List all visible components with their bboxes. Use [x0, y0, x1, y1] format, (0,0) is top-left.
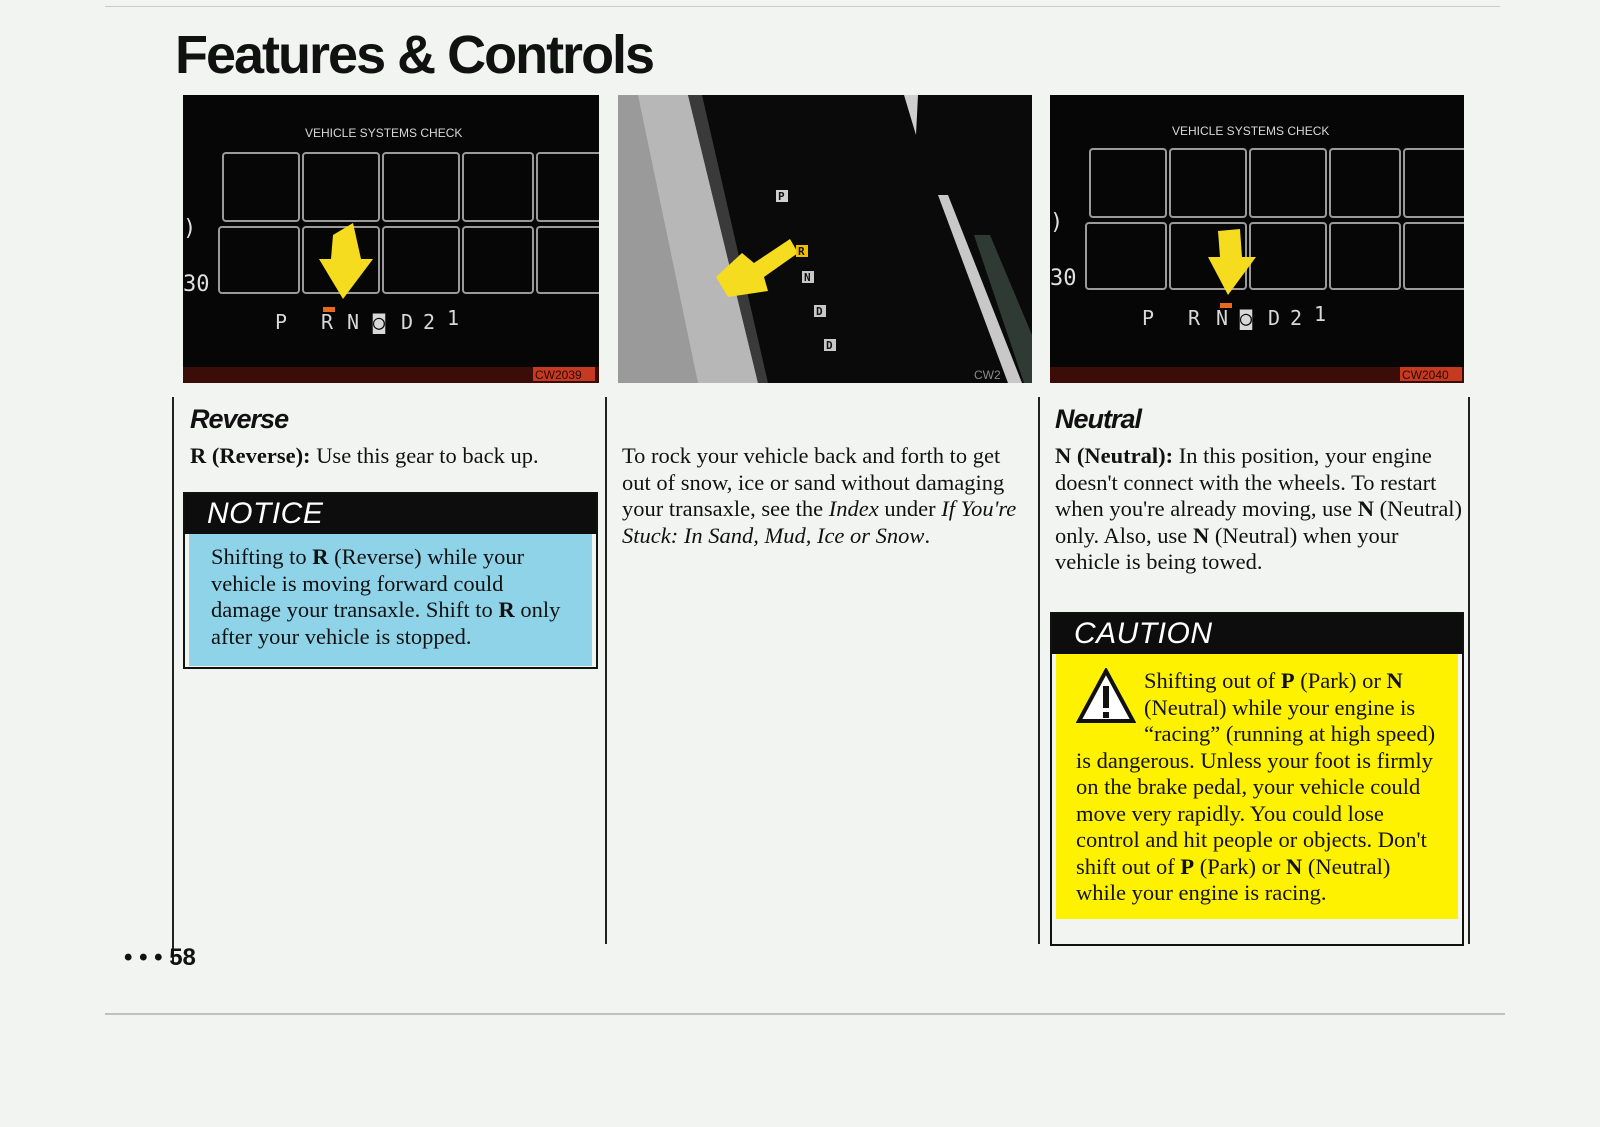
dash-header-label: VEHICLE SYSTEMS CHECK — [305, 126, 463, 140]
page-title: Features & Controls — [175, 25, 654, 85]
photo-code: CW2040 — [1402, 368, 1449, 382]
column-rule-middle — [605, 397, 607, 944]
gear-label: 1 — [447, 306, 460, 330]
neutral-paragraph: N (Neutral): In this position, your engine doesn't connect with the wheels. To restart when you're already moving, use N (Neutral) only. Also, use N (Neutral) when your vehicle is being towed. — [1055, 443, 1463, 574]
caution-text: Shifting out of P (Park) or N (Neutral) while your engine is “racing” (running at high speed) is dangerous. Unless your foot is firmly on the brake pedal, your vehicle could move very rapidly. You could lose control and hit people or objects. Don't shift out of P (Park) or N (Neutral) while your engine is racing. — [1056, 654, 1458, 919]
notice-label: NOTICE — [185, 494, 596, 534]
gear-label: 1 — [1314, 302, 1327, 326]
gear-label: N — [1216, 306, 1229, 330]
page-edge-bottom — [105, 1013, 1505, 1015]
section-heading-neutral: Neutral — [1055, 404, 1142, 434]
caution-box — [1050, 612, 1464, 946]
dash-side-top: ) — [1050, 210, 1064, 235]
page-edge-top — [105, 6, 1500, 7]
reverse-text: Use this gear to back up. — [316, 443, 539, 468]
gear-label: 2 — [1290, 306, 1303, 330]
middle-paragraph: To rock your vehicle back and forth to get out of snow, ice or sand without damaging your transaxle, see the Index under If You're Stuck: In Sand, Mud, Ice or Snow. — [622, 443, 1017, 548]
reverse-paragraph — [190, 443, 600, 470]
warning-triangle-icon — [1076, 668, 1136, 731]
gear-label: D — [1268, 306, 1281, 330]
notice-box — [183, 492, 598, 669]
gear-label: R — [321, 310, 334, 334]
shift-mark: D — [816, 305, 823, 318]
column-rule-right-b — [1468, 397, 1470, 944]
photo-dash-neutral — [1050, 95, 1464, 383]
index-reference: Index — [828, 496, 879, 521]
caution-label: CAUTION — [1052, 614, 1462, 654]
photo-dash-reverse — [183, 95, 599, 383]
column-rule-left — [172, 397, 174, 962]
dash-side-bottom: 30 — [1050, 266, 1077, 291]
photo-code: CW2039 — [535, 368, 582, 382]
dash-header-label: VEHICLE SYSTEMS CHECK — [1172, 124, 1330, 138]
notice-text: Shifting to R (Reverse) while your vehicle is moving forward could damage your transaxle. Shift to R only after your vehicle is stopped. — [189, 534, 592, 666]
shift-mark: D — [826, 339, 833, 352]
shift-mark: P — [778, 190, 785, 203]
stuck-reference: If You're Stuck: In Sand, Mud, Ice or Snow — [622, 496, 1017, 548]
gear-label: D — [401, 310, 414, 334]
gear-label: R — [1188, 306, 1201, 330]
gear-label: N — [347, 310, 360, 334]
column-rule-right-a — [1038, 397, 1040, 944]
page-number: • • • 58 — [124, 944, 196, 971]
dash-side-top: ) — [183, 216, 197, 241]
gear-label: ◙ — [373, 310, 386, 334]
gear-label: 2 — [423, 310, 436, 334]
dash-side-bottom: 30 — [183, 272, 210, 297]
neutral-term: N (Neutral): — [1055, 443, 1174, 468]
gear-label: ◙ — [1240, 306, 1253, 330]
section-heading-reverse: Reverse — [190, 404, 289, 434]
gear-label: P — [1142, 306, 1155, 330]
shift-mark: N — [804, 271, 811, 284]
gear-label: P — [275, 310, 288, 334]
shift-mark: R — [798, 245, 805, 258]
photo-shift-lever — [618, 95, 1032, 383]
photo-code: CW2 — [974, 368, 1001, 382]
reverse-term: R (Reverse): — [190, 443, 311, 468]
